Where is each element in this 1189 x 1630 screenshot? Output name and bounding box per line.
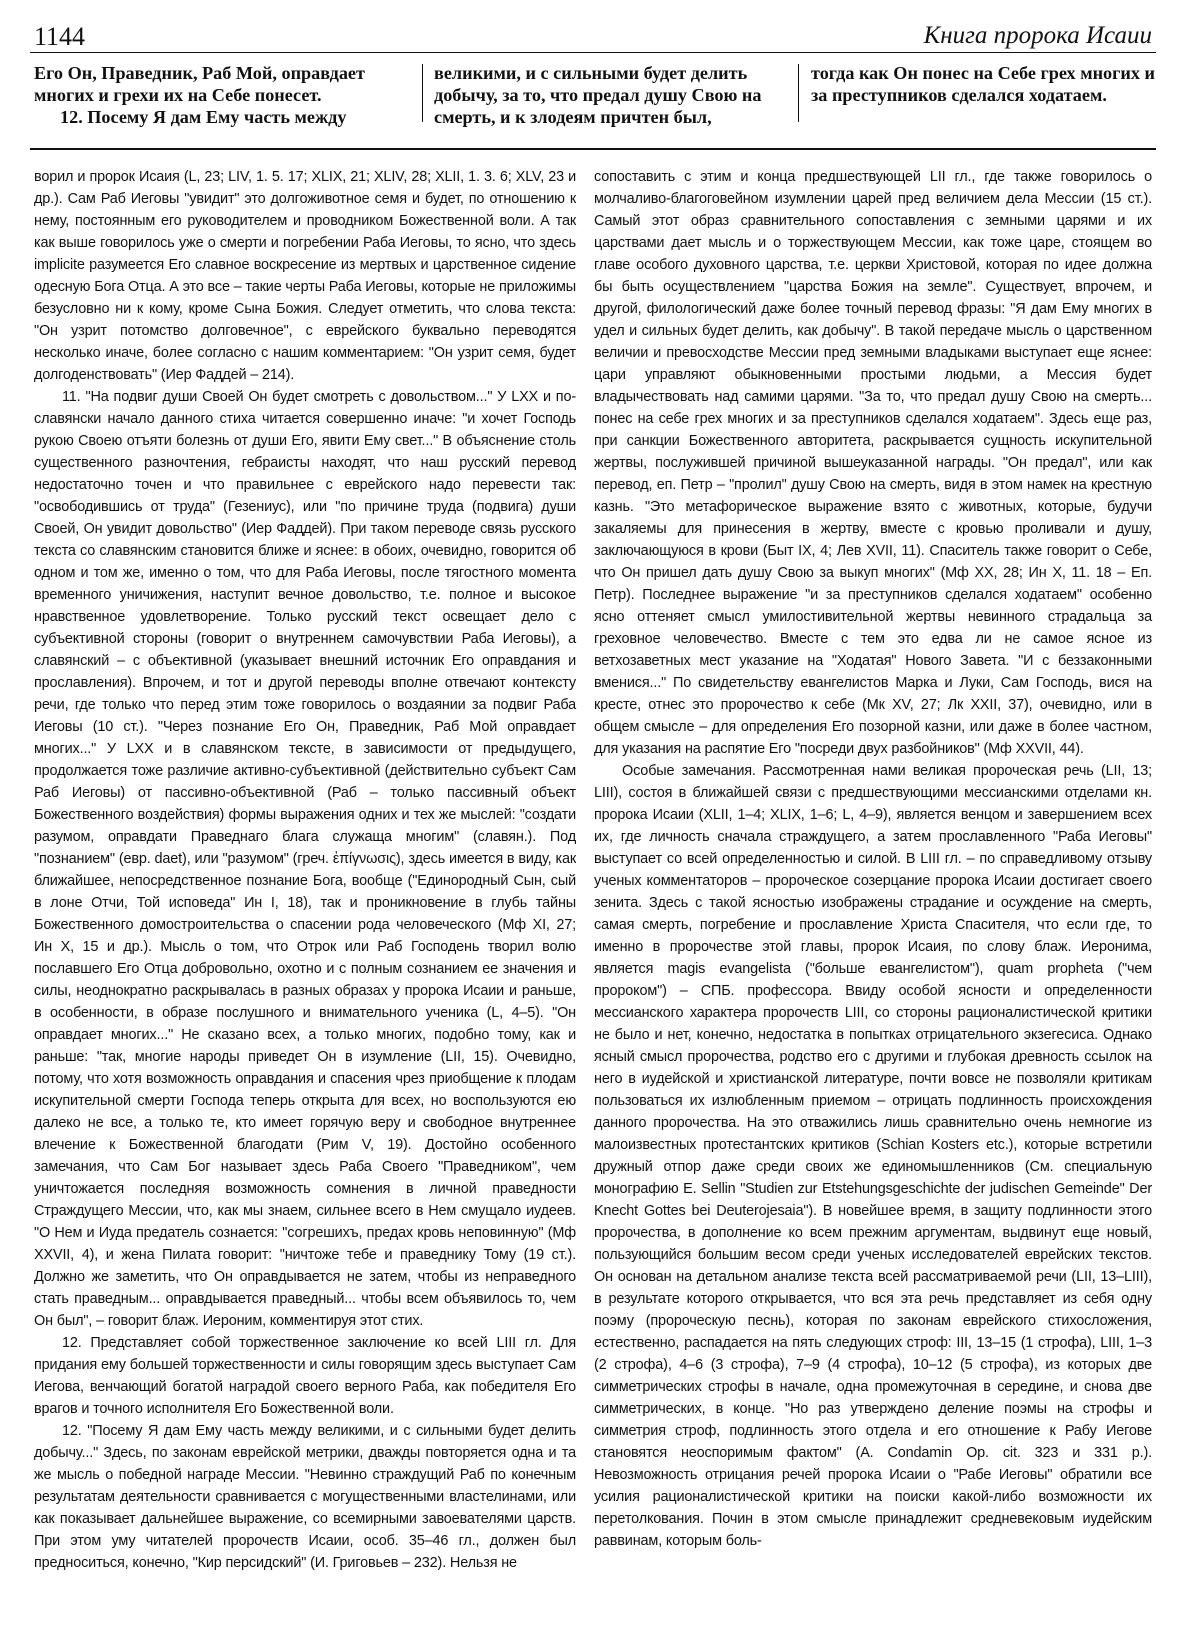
page-header xyxy=(30,18,1156,53)
page-number: 1144 xyxy=(34,22,86,51)
verse-text-1: Его Он, Праведник, Раб Мой, оправдает многих и грехи их на Себе понесет. xyxy=(34,63,365,105)
paragraph: 11. "На подвиг души Своей Он будет смотреть с довольством..." У LXX и по-славянски начало данного стиха читается совершенно иначе: "и хочет Господь рукою Своею отъяти болезнь от души Его, явити Ему свет..." В объяснение столь существенного разночтения, гебраисты находят, что наш русский перевод недостаточно точен и что правильнее с еврейского надо перевести так: "освободившись от труда" (Гезениус), или "по причине труда (подвига) души Своей, Он увидит довольство" (Иер Фаддей). При таком переводе связь русского текста со славянским становится ближе и яснее: в обоих, очевидно, говорится об одном и том же, именно о том, что для Раба Иеговы, после тягостного момента временного уничижения, наступит вечное довольство, т.е. полное и высокое нравственное удовлетворение. Только русский текст освещает дело с субъективной стороны (говорит о внутреннем самочувствии Раба Иеговы), а славянский – с объективной (указывает внешний источник Его оправдания и прославления). Впрочем, и тот и другой переводы вполне отвечают контексту речи, где только что перед этим тоже говорилось о воздаянии за подвиг Раба Иеговы (10 ст.). "Через познание Его Он, Праведник, Раб Мой оправдает многих..." У LXX и в славянском тексте, в зависимости от предыдущего, продолжается тоже различие активно-субъективной (действительно субъект Сам Раб Иеговы) от пассивно-объективной (Раб – только пассивный объект Божественного воздействия) формы выражения одних и тех же мыслей: "создати разумом, оправдати Праведнаго блага служаща многим" (славян.). Под "познанием" (евр. daet), или "разумом" (греч. ἐπίγνωσις), здесь имеется в виду, как ближайшее, непосредственное познание Бога, вообще ("Единородный Сын, сый в лоне Отчи, Той исповеда" Ин I, 18), так и проникновение в глубь тайны Божественного домостроительства о спасении рода человеческого (Мф XI, 27; Ин X, 15 и др.). Мысль о том, что Отрок или Раб Господень творил волю пославшего Его Отца добровольно, охотно и с полным сознанием ее значения и силы, неоднократно раскрывалась в разных образах у пророка Исаии и раньше, в особенности, в образе послушного и внимательного ученика (L, 4–5). "Он оправдает многих..." Не сказано всех, а только многих, подобно тому, как и раньше: "так, многие народы приведет Он в изумление (LII, 15). Очевидно, потому, что хотя возможность оправдания и спасения чрез приобщение к плодам искупительной смерти Господа теперь открыта для всех, но воспользуются ею далеко не все, а только те, кто имеет горячую веру и свободное внутреннее влечение к Божественной благодати (Рим V, 19). Достойно особенного замечания, что Сам Бог называет здесь Раба Своего "Праведником", чем уничтожается последняя возможность сомнения в личной праведности Страждущего Мессии, что, как мы знаем, сильнее всего в Нем смущало иудеев. "О Нем и Иуда предатель сознается: "согрешихъ, предах кровь неповинную" (Мф XXVII, 4), и жена Пилата говорит: "ничтоже тебе и праведнику Тому (19 ст.). Должно же заметить, что Он оправдывается не затем, чтобы из неправедного стать праведным... оправдывается праведный... чтобы всем объявилось то, чем Он был", – говорит блаж. Иероним, комментируя этот стих. xyxy=(34,389,576,1329)
paragraph: Особые замечания. Рассмотренная нами великая пророческая речь (LII, 13; LIII), состоя в ближайшей связи с предшествующими мессианскими отделами кн. пророка Исаии (XLII, 1–4; XLIX, 1–6; L, 4–9), является венцом и завершением всех их, где личность сначала страждущего, а затем прославленного "Раба Иеговы" выступает со всей определенностью и силой. В LIII гл. – по справедливому отзыву ученых комментаторов – пророческое созерцание пророка Исаии достигает своего зенита. Здесь с такой ясностью изображены страдание и осуждение на смерть, самая смерть, погребение и прославление Христа Спасителя, что если где, то именно в пророчестве этой главы, пророк Исаия, по слову блаж. Иеронима, является magis evangelista ("больше евангелистом"), quam propheta ("чем пророком") – СПБ. профессора. Ввиду особой ясности и определенности мессианского характера пророчеств LIII, со стороны рационалистической критики не было и нет, конечно, недостатка в попытках отрицательного экзегесиса. Однако ясный смысл пророчества, родство его с другими и глубокая древность ссылок на него в иудейской и христианской литературе, почти вовсе не позволяли критикам пользоваться их излюбленным приемом – отрицать подлинность происхождения данного пророчества. На это отважились лишь сравнительно очень немногие из малоизвестных протестантских критиков (Schian Kosters etc.), которые встретили дружный отпор даже среди своих же единомышленников (См. специальную монографию E. Sellin "Studien zur Etstehungsgeschichte der judischen Gemeinde" Der Knecht Gottes bei Deuterojesaia"). В новейшее время, в защиту подлинности этого пророчества, в дополнение ко всем прежним аргументам, выдвинут еще новый, пользующийся большим весом среди ученых исследователей еврейских текстов. Он основан на детальном анализе текста всей рассматриваемой речи (LII, 13–LIII), в результате которого открывается, что вся эта речь представляет из себя одну поэму (пророческую песнь), которая по законам еврейского стихосложения, естественно, распадается на пять следующих строф: III, 13–15 (1 строфа), LIII, 1–3 (2 строфа), 4–6 (3 строфа), 7–9 (4 строфа), 10–12 (5 строфа), из которых две симметрических строфы в начале, одна промежуточная в середине, и снова две симметрических, в конце. "Но раз утверждено деление поэмы на строфы и симметрия строф, подлинность этого отдела и его отношение к Рабу Иегове становятся неоспоримым фактом" (A. Condamin Op. cit. 323 и 331 р.). Невозможность отрицания речей пророка Исаии о "Рабе Иеговы" обратили все усилия рационалистической критики на поиски какой-либо возможности их перетолкования. Почин в этом смысле принадлежит средневековым иудейским раввинам, которым боль- xyxy=(594,763,1152,1549)
commentary-left-column xyxy=(34,166,576,1574)
paragraph: 12. Представляет собой торжественное заключение ко всей LIII гл. Для придания ему большей торжественности и силы говорящим здесь выступает Сам Иегова, венчающий богатой наградой своего верного Раба, как победителя Его врагов и точного исполнителя Его Божественной воли. xyxy=(34,1335,576,1417)
column-separator xyxy=(422,64,423,122)
verse-column-2: великими, и с сильными будет делить добычу, за то, что предал душу Свою на смерть, и к злодеям причтен был, xyxy=(434,63,762,127)
verse-12-start: 12. Посему Я дам Ему часть между xyxy=(60,107,347,127)
paragraph: 12. "Посему Я дам Ему часть между великими, и с сильными будет делить добычу..." Здесь, по законам еврейской метрики, дважды повторяется одна и та же мысль о победной награде Мессии. "Невинно страждущий Раб по конечным результатам деятельности сравнивается с могущественными властелинами, или как показывает дальнейшее выражение, со всемирными завоевателями царств. При этом уму читателей пророчеств Исаии, особ. 35–46 гл., должен был предноситься, конечно, "Кир персидский" (И. Григовьев – 232). Нельзя не xyxy=(34,1423,576,1571)
column-separator xyxy=(798,64,799,122)
verse-column-3: тогда как Он понес на Себе грех многих и за преступников сделался ходатаем. xyxy=(811,63,1156,105)
commentary-right-column xyxy=(594,166,1152,1552)
scripture-verse-band xyxy=(30,62,1156,126)
paragraph: сопоставить с этим и конца предшествующей LII гл., где также говорилось о молчаливо-благоговейном изумлении царей пред величием дела Мессии (15 ст.). Самый этот образ сравнительного сопоставления с земными царями и их царствами дает мысль и о торжествующем Мессии, как тоже царе, стоящем во главе особого духовного царства, т.е. церкви Христовой, которая по идее должна бы быть осуществлением "царства Божия на земле". Существует, впрочем, и другой, филологический даже более точный перевод фразы: "Я дам Ему многих в удел и сильных будет делить, как добычу". В такой передаче мысль о царственном величии и превосходстве Мессии пред земными владыками выступает еще яснее: цари управляют обыкновенными простыми людьми, а Мессия будет владычествовать над самими царями. "За то, что предал душу Свою на смерть... понес на себе грех многих и за преступников сделался ходатаем". Здесь еще раз, при санкции Божественного авторитета, раскрывается сущность искупительной жертвы, послужившей причиной вышеуказанной награды. "Он предал", или как перевод, еп. Петр – "пролил" душу Свою на смерть, видя в этом намек на крестную казнь. "Это метафорическое выражение взято с животных, которые, будучи закаляемы для принесения в жертву, вместе с кровью проливали и душу, заключающуюся в крови (Быт IX, 4; Лев XVII, 11). Спаситель также говорит о Себе, что Он пришел дать душу Свою за выкуп многих" (Мф XX, 28; Ин X, 11. 18 – Еп. Петр). Последнее выражение "и за преступников сделался ходатаем" особенно ясно оттеняет смысл умилостивительной жертвы невинного страдальца за греховное человечество. Вместе с тем это едва ли не самое ясное из ветхозаветных мест указание на "Ходатая" Нового Завета. "И с беззаконными вменися..." По свидетельству евангелистов Марка и Луки, Сам Господь, вися на кресте, отнес это пророчество к себе (Мк XV, 27; Лк XXII, 37), очевидно, или в общем смысле – для определения Его позорной казни, или даже в более частном, для указания на распятие Его "посреди двух разбойников" (Мф XXVII, 44). xyxy=(594,169,1152,757)
verse-column-1 xyxy=(34,62,409,128)
running-title: Книга пророка Исаии xyxy=(923,22,1152,49)
paragraph: ворил и пророк Исаия (L, 23; LIV, 1. 5. 17; XLIX, 21; XLIV, 28; XLII, 1. 3. 6; XLV, 23 и др.). Сам Раб Иеговы "увидит" это долгоживотное семя и будет, по отношению к нему, постоянным его руководителем и проводником Божественной воли. А так как выше говорилось уже о смерти и погребении Раба Иеговы, то ясно, что здесь implicite разумеется Его славное воскресение из мертвых и царственное сидение одесную Бога Отца. А это все – такие черты Раба Иеговы, которые не приложимы безусловно ни к кому, кроме Сына Божия. Следует отметить, что слова текста: "Он узрит потомство долговечное", с еврейского буквально переводятся несколько иначе, более согласно с нашим комментарием: "Он узрит семя, будет долгоденствовать" (Иер Фаддей – 214). xyxy=(34,169,576,383)
header-divider xyxy=(30,148,1156,150)
